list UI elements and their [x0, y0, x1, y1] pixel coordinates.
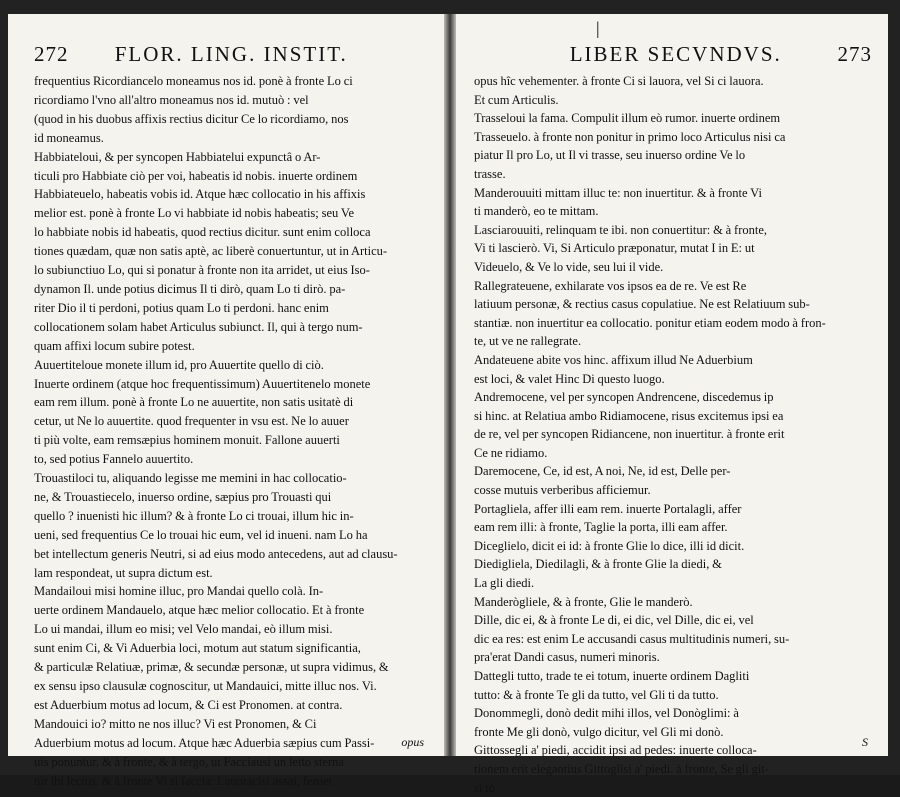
- left-page: [8, 14, 444, 788]
- left-running-title: FLOR. LING. INSTIT.: [114, 42, 348, 66]
- right-running-head: [474, 18, 872, 67]
- right-page: [456, 14, 888, 795]
- right-running-title: LIBER SECVNDVS.: [569, 42, 782, 66]
- right-catchword: S: [862, 735, 868, 749]
- gutter: [444, 14, 456, 756]
- right-page-number: 273: [837, 42, 872, 66]
- left-catchword: opus: [401, 735, 424, 749]
- left-page-body: frequentius Ricordiancelo moneamus nos id. ponè à fronte Lo ci ricordiamo l'vno all'altro moneamus nos id. mutuò : vel (quod in his duobus affixis rectius dicitur Ce lo ricordiamo, nos id moneamus. Habbiateloui, & per syncopen Habbiatelui expunctâ o Ar- ticuli pro Habbiate ciò per voi, habeatis id nobis. inuerte ordinem Habbiateuelo, habeatis vobis id. Atque hæc collocatio in his affixis melior est. ponè à fronte Lo vi habbiate id nobis habeatis; seu Ve lo habbiate nobis id habeatis, quod rectius dicitur. sunt enim colloca tiones quædam, quæ non satis aptè, ac liberè conuertuntur, ut in Articu- lo subiunctiuo Lo, qui si ponatur à fronte non ita arridet, ut eius Iso- dynamon Il. unde potius dicimus Il ti dirò, quam Lo ti dirò. pa- riter Dio il ti perdoni, potius quam Lo ti perdoni. hanc enim collocationem solam habet Articulus subiunct. Il, qui à tergo num- quam affixi locum subire potest. Auuertiteloue monete illum id, pro Auuertite quello di ciò. Inuerte ordinem (atque hoc frequentissimum) Auuertitenelo monete eam rem illum. ponè à fronte Lo ne auuertite, non satis usitatè di cetur, ut Ne lo auuertite. quod frequenter in vsu est. Ne lo auuer ti più volte, eam remsæpius hominem monuit. Fallone auuerti to, sed potius Fannelo auuertito. Trouastiloci tu, aliquando legisse me memini in hac collocatio- ne, & Trouastiecelo, inuerso ordine, sæpius pro Trouasti qui quello ? inuenisti hic illum? & à fronte Lo ci trouai, illum hic in- ueni, sed frequentius Ce lo trouai hic eum, vel id inueni. nam Lo ha bet intellectum generis Neutri, si ad eius modo antecedens, aut ad clausu- lam respondeat, ut supra dictum est. Mandailoui misi homine illuc, pro Mandai quello colà. In- uerte ordinem Mandauelo, atque hæc melior collocatio. Et à fronte Lo ui mandai, illum eo misi; vel Velo mandai, eò illum misi. sunt enim Ci, & Vi Aduerbia loci, motum aut statum significantia, & particulæ Relatiuæ, primæ, & secundæ personæ, ut supra vidimus, & ex sensu ipso clausulæ cognoscitur, ut Mandauici, mitte illuc nos. Vi. est Aduerbium motus ad locum, & Ci est Pronomen. at contra. Mandouici io? mitto ne nos illuc? Vi est Pronomen, & Ci Aduerbium motus ad locum. Atque hæc Aduerbia sæpius cum Passi- uis ponuntur, & à fronte, & à tergo, ut Facciausi un letto sterna tur ibi lectus. & à fronte Vi si faccia: Lauoracisi assai, feruet: [34, 74, 398, 788]
- left-running-head: [34, 42, 434, 67]
- right-top-mark: |: [596, 18, 601, 38]
- right-page-body: opus hîc vehementer. à fronte Ci si lauora, vel Si ci lauora. Et cum Articulis. Trasseloui la fama. Compulit illum eò rumor. inuerte ordinem Trasseuelo. à fronte non ponitur in primo loco Articulus nisi ca piatur Il pro Lo, ut Il vi trasse, seu inuerso ordine Ve lo trasse. Manderouuiti mittam illuc te: non inuertitur. & à fronte Vi ti manderò, eo te mittam. Lasciarouuiti, relinquam te ibi. non conuertitur: & à fronte, Vi ti lascierò. Vi, Si Articulo præponatur, mutat I in E: ut Videuelo, & Ve lo vide, seu lui il vide. Rallegrateuene, exhilarate vos ipsos ea de re. Ve est Re latiuum personæ, & rectius casus copulatiue. Ne est Relatiuum sub- stantiæ. non inuertitur ea collocatio. ponitur etiam eodem modo à fron- te, ut ve ne rallegrate. Andateuene abite vos hinc. affixum illud Ne Aduerbium est loci, & valet Hinc Di questo luogo. Andremocene, vel per syncopen Andrencene, discedemus ip si hinc. at Relatiua ambo Ridiamocene, risus excitemus ipsi ea de re, vel per syncopen Ridiancene, non inuertitur. à fronte erit Ce ne ridiamo. Daremocene, Ce, id est, A noi, Ne, id est, Delle per- cosse mutuis verberibus afficiemur. Portagliela, affer illi eam rem. inuerte Portalagli, affer eam rem illi: à fronte, Taglie la porta, illi eam affer. Diceglielo, dicit ei id: à fronte Glie lo dice, illi id dicit. Diedigliela, Diedilagli, & à fronte Glie la diedi, & La gli diedi. Manderògliele, & à fronte, Glie le manderò. Dille, dic ei, & à fronte Le di, ei dic, vel Dille, dic ei, vel dic ea res: est enim Le accusandi casus multitudinis numeri, su- pra'erat Dandi casus, numeri minoris. Dattegli tutto, trade te ei totum, inuerte ordinem Dagliti tutto: & à fronte Te gli da tutto, vel Gli ti da tutto. Donommegli, donò dedit mihi illos, vel Donòglimi: à fronte Me gli donò, vulgo dicitur, vel Gli mi donò. Gittossegli a' piedi, accidit ipsi ad pedes: inuerte colloca- tionem erit elegantius Gittoglisi a' piedi. à fronte, Se gli git- si tò: [474, 74, 826, 795]
- left-page-number: 272: [34, 42, 69, 66]
